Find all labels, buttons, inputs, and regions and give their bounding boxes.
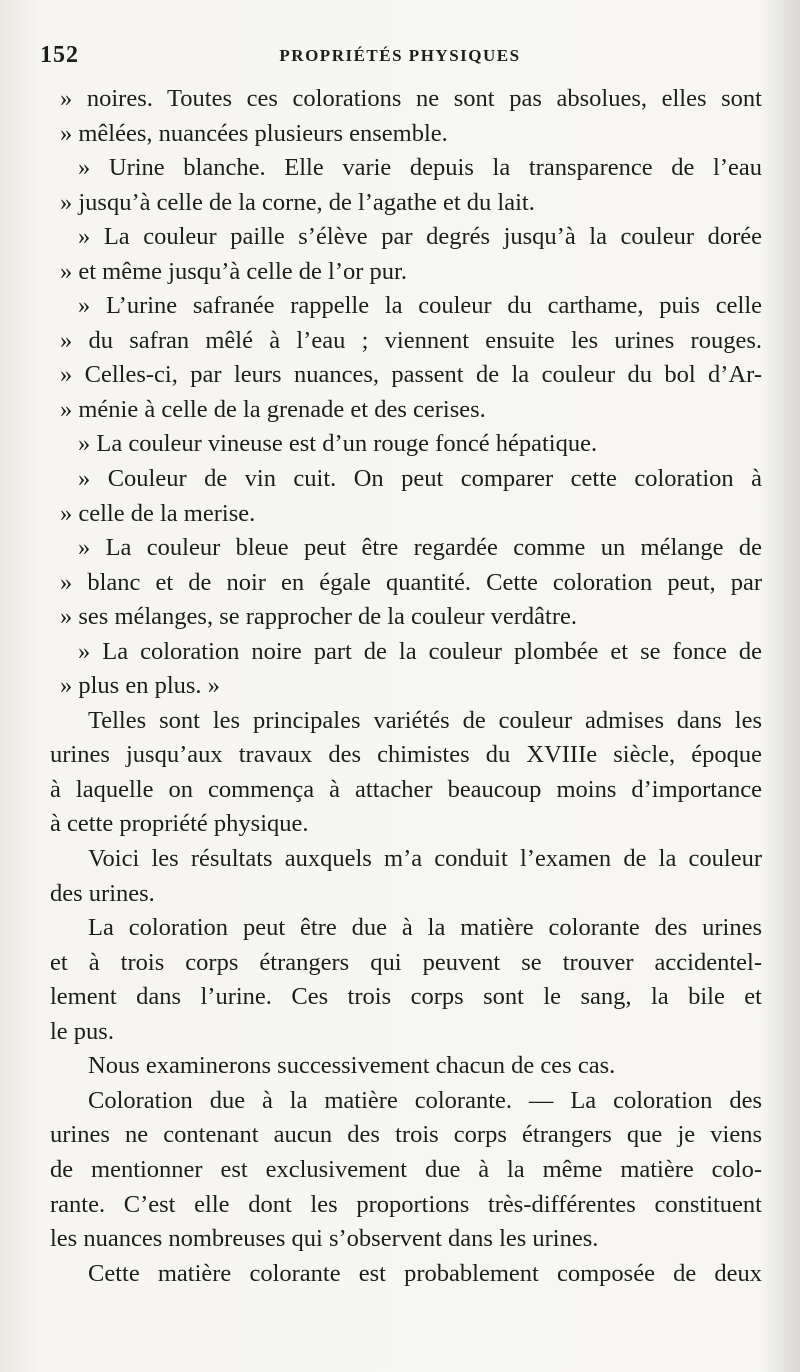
text-line: à cette propriété physique.	[50, 810, 309, 838]
text-line: » noires. Toutes ces colorations ne sont pas absolues, elles sont	[60, 85, 762, 112]
text-line: » L’urine safranée rappelle la couleur du carthame, puis celle	[78, 292, 762, 320]
page-header	[40, 42, 760, 72]
text-line: » blanc et de noir en égale quantité. Cette coloration peut, par	[60, 568, 762, 596]
text-line: Telles sont les principales variétés de couleur admises dans les	[88, 706, 762, 734]
text-line: urines jusqu’aux travaux des chimistes du XVIIIe siècle, époque	[50, 741, 762, 769]
text-line: » plus en plus. »	[60, 672, 220, 700]
text-line: » ses mélanges, se rapprocher de la couleur verdâtre.	[60, 603, 577, 631]
text-line: » La couleur bleue peut être regardée comme un mélange de	[78, 534, 762, 562]
text-line: » mêlées, nuancées plusieurs ensemble.	[60, 119, 448, 147]
text-line: lement dans l’urine. Ces trois corps sont le sang, la bile et	[50, 983, 762, 1011]
text-line: les nuances nombreuses qui s’observent dans les urines.	[50, 1225, 599, 1253]
text-line: La coloration peut être due à la matière colorante des urines	[88, 914, 762, 942]
text-line: urines ne contenant aucun des trois corps étrangers que je viens	[50, 1121, 762, 1149]
text-line: » ménie à celle de la grenade et des cerises.	[60, 395, 486, 423]
text-line: à laquelle on commença à attacher beaucoup moins d’importance	[50, 775, 762, 803]
text-line: » et même jusqu’à celle de l’or pur.	[60, 257, 407, 285]
body-text	[50, 82, 762, 1291]
running-title: PROPRIÉTÉS PHYSIQUES	[279, 46, 521, 65]
text-line: » celle de la merise.	[60, 499, 256, 527]
text-line: » La couleur vineuse est d’un rouge foncé hépatique.	[78, 430, 598, 458]
text-line: Cette matière colorante est probablement composée de deux	[88, 1259, 762, 1287]
text-line: » La couleur paille s’élève par degrés jusqu’à la couleur dorée	[78, 223, 762, 251]
text-line: » La coloration noire part de la couleur plombée et se fonce de	[78, 637, 762, 665]
text-line: Voici les résultats auxquels m’a conduit l’examen de la couleur	[88, 845, 762, 873]
text-line: » Celles-ci, par leurs nuances, passent de la couleur du bol d’Ar-	[60, 361, 762, 389]
text-line: » Couleur de vin cuit. On peut comparer cette coloration à	[78, 465, 762, 493]
text-line: des urines.	[50, 879, 155, 907]
text-line: le pus.	[50, 1017, 114, 1045]
text-line: » du safran mêlé à l’eau ; viennent ensuite les urines rouges.	[60, 326, 762, 354]
text-line: et à trois corps étrangers qui peuvent se trouver accidentel-	[50, 948, 762, 976]
text-line: Nous examinerons successivement chacun de ces cas.	[88, 1052, 616, 1080]
page-number: 152	[40, 42, 79, 68]
text-line: » Urine blanche. Elle varie depuis la transparence de l’eau	[78, 154, 762, 182]
text-line: rante. C’est elle dont les proportions très-différentes constituent	[50, 1190, 762, 1218]
text-line: Coloration due à la matière colorante. — La coloration des	[88, 1086, 762, 1114]
text-line: » jusqu’à celle de la corne, de l’agathe et du lait.	[60, 188, 535, 216]
text-line: de mentionner est exclusivement due à la même matière colo-	[50, 1155, 762, 1183]
